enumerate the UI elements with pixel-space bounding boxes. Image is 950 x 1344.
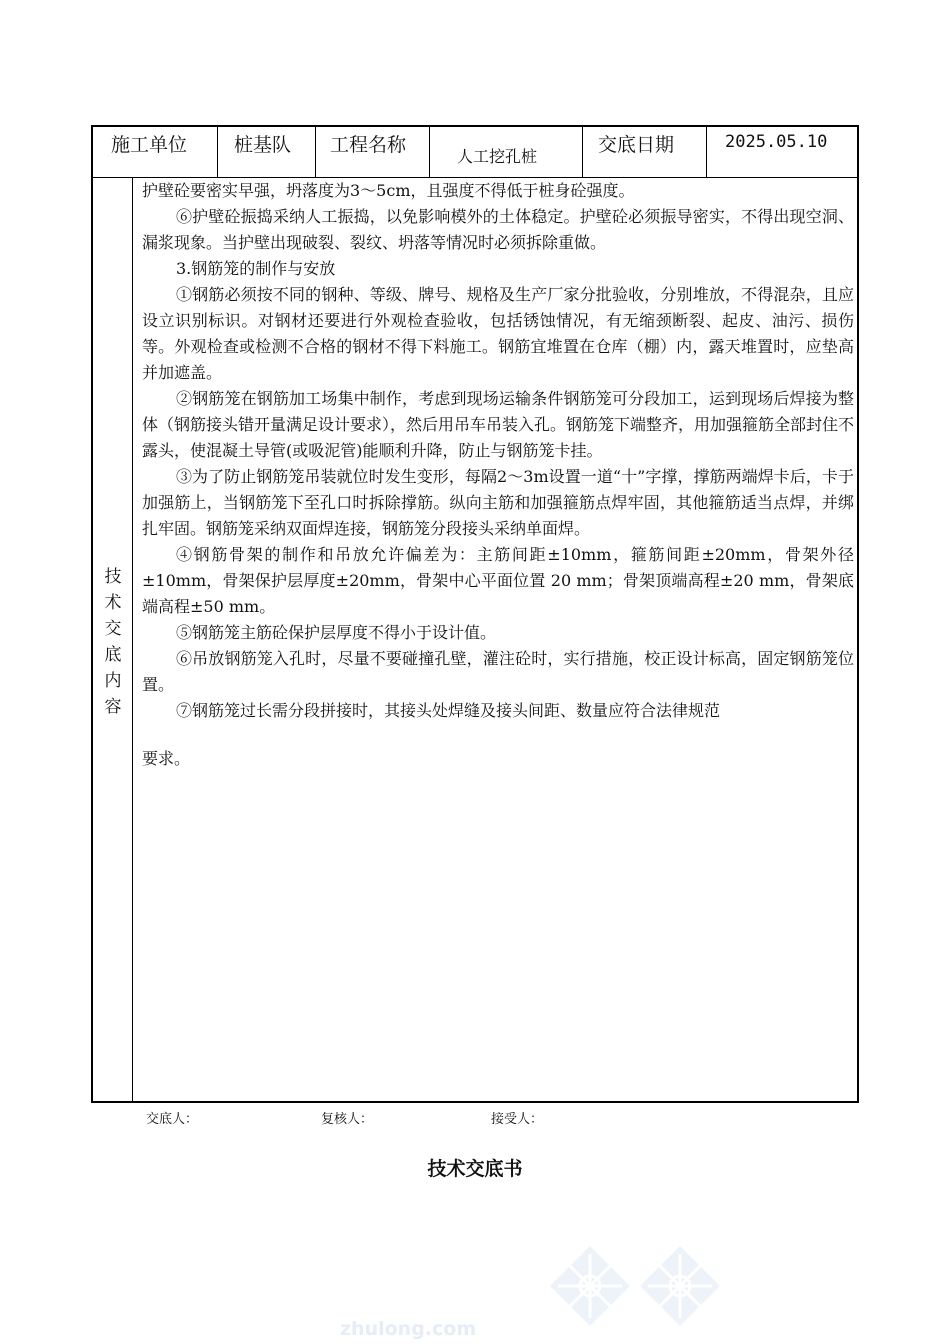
date-label: 交底日期 [598, 134, 675, 156]
side-label: 技术交底内容 [104, 567, 122, 717]
date-label-cell [583, 127, 707, 177]
receive-signature: 接受人： [491, 1112, 544, 1127]
paragraph-9: ⑥吊放钢筋笼入孔时，尽量不要碰撞孔壁，灌注砼时，实行措施，校正设计标高，固定钢筋笼位置。 [142, 649, 854, 694]
document-title: 技术交底书 [427, 1158, 523, 1180]
paragraph-2: ⑥护壁砼振捣采纳人工振捣，以免影响模外的土体稳定。护壁砼必须振导密实，不得出现空洞、漏浆现象。当护壁出现破裂、裂纹、坍落等情况时必须拆除重做。 [142, 207, 854, 252]
unit-label: 施工单位 [111, 134, 188, 156]
paragraph-5: ②钢筋笼在钢筋加工场集中制作，考虑到现场运输条件钢筋笼可分段加工，运到现场后焊接为整体（钢筋接头错开量满足设计要求），然后用吊车吊装入孔。钢筋笼下端整齐，用加强箍筋全部封住不露头，使混凝土导管(或吸泥管)能顺利升降，防止与钢筋笼卡挂。 [142, 389, 855, 460]
unit-value-cell [218, 127, 316, 177]
date-value: 2025.05.10 [725, 132, 828, 152]
side-label-cell [93, 178, 133, 1101]
paragraph-10: ⑦钢筋笼过长需分段拼接时，其接头处焊缝及接头间距、数量应符合法律规范 [176, 701, 721, 720]
disclosure-content [142, 178, 854, 772]
paragraph-4: ①钢筋必须按不同的钢种、等级、牌号、规格及生产厂家分批验收，分别堆放，不得混杂，且应设立识别标识。对钢材还要进行外观检查验收，包括锈蚀情况，有无缩颈断裂、起皮、油污、损伤等。外观检查或检测不合格的钢材不得下料施工。钢筋宜堆置在仓库（棚）内，露天堆置时，应垫高并加遮盖。 [142, 285, 854, 382]
paragraph-1: 护壁砼要密实早强，坍落度为3～5cm，且强度不得低于桩身砼强度。 [142, 181, 635, 200]
project-label-cell [316, 127, 430, 177]
paragraph-3: 3.钢筋笼的制作与安放 [176, 259, 336, 278]
watermark-text: zhulong.com [340, 1318, 477, 1340]
date-value-cell [707, 127, 857, 177]
watermark-logo [530, 1236, 760, 1344]
unit-label-cell [93, 127, 218, 177]
disclosure-table [91, 125, 859, 1103]
project-label: 工程名称 [330, 134, 407, 156]
project-value: 人工挖孔桩 [457, 147, 538, 166]
paragraph-6: ③为了防止钢筋笼吊装就位时发生变形，每隔2～3m设置一道“十”字撑，撑筋两端焊卡后，卡于加强筋上，当钢筋笼下至孔口时拆除撑筋。纵向主筋和加强箍筋点焊牢固，其他箍筋适当点焊，并绑扎牢固。钢筋笼采纳双面焊连接，钢筋笼分段接头采纳单面焊。 [142, 467, 854, 538]
unit-value: 桩基队 [234, 134, 292, 156]
review-signature: 复核人： [321, 1112, 374, 1127]
project-value-cell [430, 127, 583, 177]
handover-signature: 交底人： [146, 1112, 199, 1127]
paragraph-11: 要求。 [142, 749, 191, 768]
paragraph-8: ⑤钢筋笼主筋砼保护层厚度不得小于设计值。 [176, 623, 497, 642]
table-header-row [93, 127, 857, 178]
paragraph-7: ④钢筋骨架的制作和吊放允许偏差为：主筋间距±10mm，箍筋间距±20mm，骨架外径±10mm，骨架保护层厚度±20mm，骨架中心平面位置 20 mm；骨架顶端高程±20 mm，骨架底端高程±50 mm。 [142, 545, 854, 616]
